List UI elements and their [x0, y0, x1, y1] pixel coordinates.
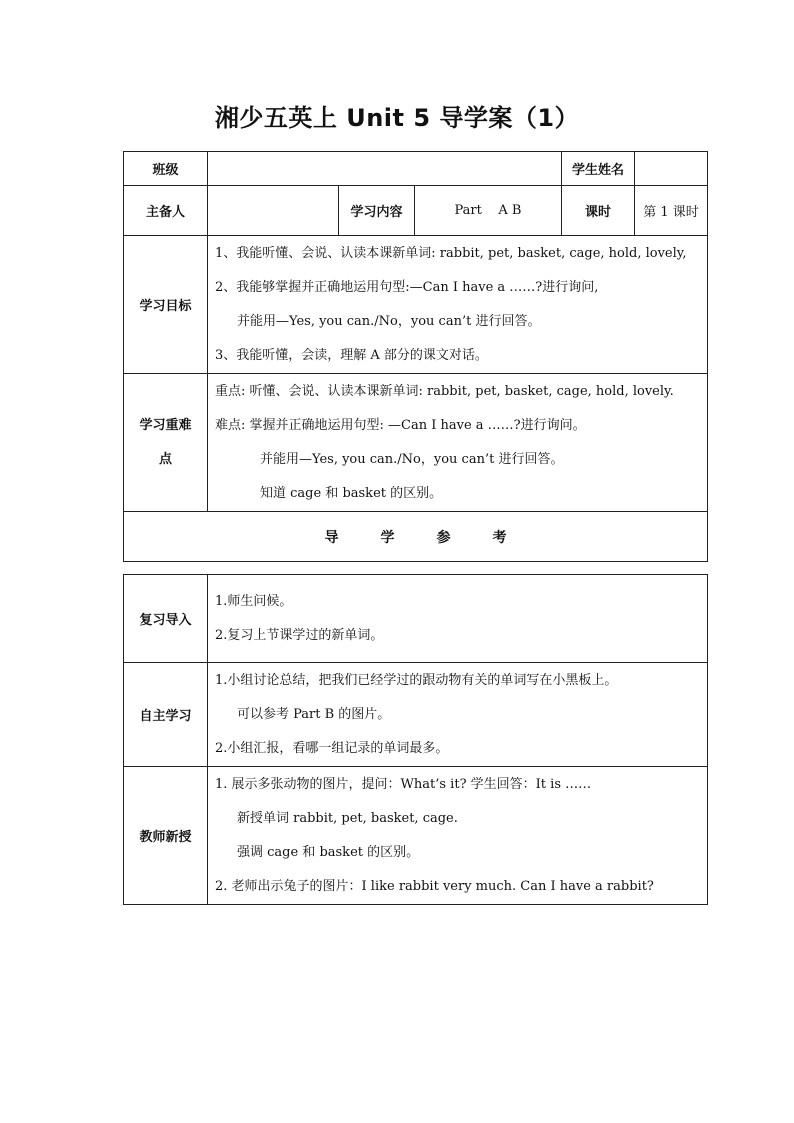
- row-teaching: [124, 767, 708, 905]
- content-value: Part A B: [415, 186, 562, 236]
- key-points-label: [124, 374, 208, 512]
- key-point-line: 知道 cage 和 basket 的区别。: [260, 485, 443, 501]
- class-label: 班级: [124, 152, 208, 186]
- objective-line: 1、我能听懂、会说、认读本课新单词: rabbit, pet, basket, cage, hold, lovely,: [215, 245, 687, 261]
- objective-line: 并能用—Yes, you can./No，you can’t 进行回答。: [237, 313, 541, 329]
- objective-line: 3、我能听懂，会读，理解 A 部分的课文对话。: [215, 347, 488, 363]
- guide-heading: 导学参考: [124, 512, 708, 562]
- key-points-label-line2: 点: [158, 451, 172, 467]
- content-label: 学习内容: [339, 186, 415, 236]
- self-study-content: [208, 663, 708, 767]
- teaching-line: 新授单词 rabbit, pet, basket, cage.: [237, 810, 458, 826]
- self-study-label: 自主学习: [124, 663, 208, 767]
- key-point-line: 并能用—Yes, you can./No，you can’t 进行回答。: [260, 451, 564, 467]
- objectives-content: [208, 236, 708, 374]
- period-label: 课时: [562, 186, 635, 236]
- self-study-line: 可以参考 Part B 的图片。: [237, 706, 391, 722]
- row-self-study: [124, 663, 708, 767]
- review-line: 1.师生问候。: [215, 593, 293, 609]
- key-points-label-line1: 学习重难: [139, 417, 192, 433]
- guide-table: [123, 574, 708, 905]
- review-label: 复习导入: [124, 575, 208, 663]
- self-study-line: 1.小组讨论总结，把我们已经学过的跟动物有关的单词写在小黑板上。: [215, 672, 618, 688]
- objective-line: 2、我能够掌握并正确地运用句型:—Can I have a ……?进行询问,: [215, 279, 599, 295]
- objectives-label: 学习目标: [124, 236, 208, 374]
- preparer-field[interactable]: [208, 186, 339, 236]
- key-points-content: [208, 374, 708, 512]
- row-class: [124, 152, 708, 186]
- student-name-field[interactable]: [635, 152, 708, 186]
- student-name-label: 学生姓名: [562, 152, 635, 186]
- teaching-label: 教师新授: [124, 767, 208, 905]
- page-title: 湘少五英上 Unit 5 导学案（1）: [214, 104, 580, 132]
- teaching-line: 2. 老师出示兔子的图片：I like rabbit very much. Can I have a rabbit?: [215, 878, 654, 894]
- preparer-label: 主备人: [124, 186, 208, 236]
- teaching-content: [208, 767, 708, 905]
- review-line: 2.复习上节课学过的新单词。: [215, 627, 384, 643]
- row-review: [124, 575, 708, 663]
- row-objectives: [124, 236, 708, 374]
- key-point-line: 重点: 听懂、会说、认读本课新单词: rabbit, pet, basket, cage, hold, lovely.: [215, 383, 674, 399]
- review-content: [208, 575, 708, 663]
- row-guide-heading: [124, 512, 708, 562]
- key-point-line: 难点: 掌握并正确地运用句型: —Can I have a ……?进行询问。: [215, 417, 586, 433]
- class-field[interactable]: [208, 152, 562, 186]
- info-table: [123, 151, 708, 562]
- period-value: 第 1 课时: [635, 186, 708, 236]
- teaching-line: 1. 展示多张动物的图片，提问：What’s it? 学生回答：It is ……: [215, 776, 592, 792]
- teaching-line: 强调 cage 和 basket 的区别。: [237, 844, 420, 860]
- row-key-points: [124, 374, 708, 512]
- self-study-line: 2.小组汇报，看哪一组记录的单词最多。: [215, 740, 449, 756]
- row-preparer: [124, 186, 708, 236]
